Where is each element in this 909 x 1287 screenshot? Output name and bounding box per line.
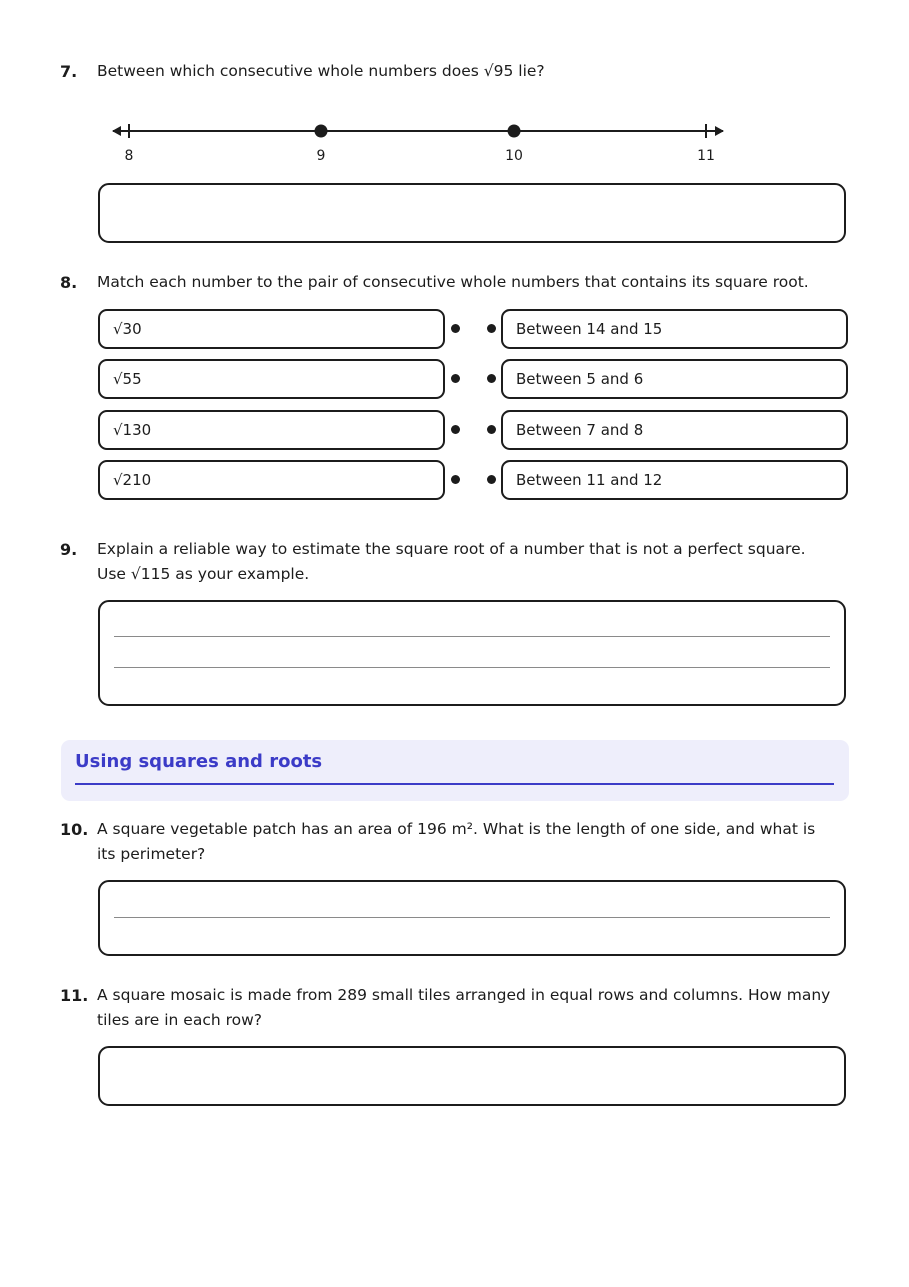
match-dot-right[interactable] (487, 374, 496, 383)
match-right-item[interactable]: Between 14 and 15 (501, 309, 848, 349)
question-text: Explain a reliable way to estimate the square root of a number that is not a perfect square. Use √115 as your example. (97, 540, 806, 583)
match-right-item[interactable]: Between 5 and 6 (501, 359, 848, 399)
tick-label-10: 10 (505, 148, 523, 164)
match-dot-left[interactable] (451, 374, 460, 383)
answer-line (114, 917, 830, 918)
match-dot-right[interactable] (487, 425, 496, 434)
section-title: Using squares and roots (75, 751, 323, 772)
question-number: 9. (60, 540, 78, 559)
match-left-item[interactable]: √130 (98, 410, 445, 450)
tick-label-8: 8 (124, 148, 134, 164)
question-number: 7. (60, 62, 78, 81)
point-10 (508, 125, 521, 138)
section-header (61, 740, 849, 801)
match-left-item[interactable]: √30 (98, 309, 445, 349)
question-text: A square mosaic is made from 289 small tiles arranged in equal rows and columns. How many tiles are in each row? (97, 986, 831, 1029)
point-9 (315, 125, 328, 138)
answer-box[interactable] (98, 1046, 846, 1106)
number-line (0, 0, 909, 170)
question-number: 8. (60, 273, 78, 292)
tick-label-11: 11 (697, 148, 715, 164)
question-number: 11. (60, 986, 89, 1005)
tick-label-9: 9 (316, 148, 326, 164)
answer-box[interactable] (98, 600, 846, 706)
question-number: 10. (60, 820, 89, 839)
match-dot-right[interactable] (487, 475, 496, 484)
match-dot-left[interactable] (451, 475, 460, 484)
match-right-item[interactable]: Between 7 and 8 (501, 410, 848, 450)
match-dot-left[interactable] (451, 324, 460, 333)
question-text: A square vegetable patch has an area of 196 m². What is the length of one side, and what is its perimeter? (97, 820, 816, 863)
match-right-item[interactable]: Between 11 and 12 (501, 460, 848, 500)
answer-line (114, 667, 830, 668)
right-arrow-icon (715, 126, 724, 136)
match-dot-left[interactable] (451, 425, 460, 434)
match-left-item[interactable]: √210 (98, 460, 445, 500)
match-left-item[interactable]: √55 (98, 359, 445, 399)
match-dot-right[interactable] (487, 324, 496, 333)
answer-box[interactable] (98, 183, 846, 243)
left-arrow-icon (112, 126, 121, 136)
question-text: Between which consecutive whole numbers does √95 lie? (97, 62, 545, 80)
answer-line (114, 636, 830, 637)
section-underline (75, 783, 834, 785)
answer-box[interactable] (98, 880, 846, 956)
question-text: Match each number to the pair of consecutive whole numbers that contains its square root. (97, 273, 809, 291)
